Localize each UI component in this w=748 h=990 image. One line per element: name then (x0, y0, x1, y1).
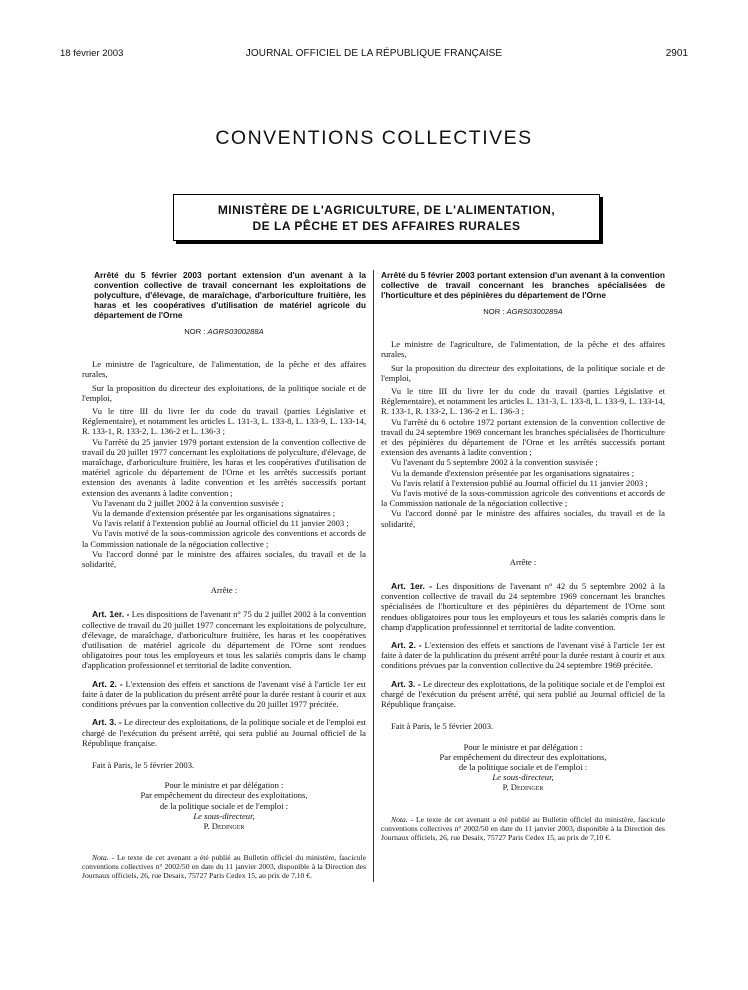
left-visa-1: Le ministre de l'agriculture, de l'alimentation, de la pêche et des affaires rurales, (82, 359, 366, 380)
right-nota (381, 815, 665, 842)
right-arrete-column (381, 270, 665, 842)
right-nor-reference (381, 307, 665, 317)
left-article-1-label: Art. 1er. - (92, 609, 130, 620)
left-fait-a-paris: Fait à Paris, le 5 février 2003. (92, 759, 195, 770)
ministry-heading-box (173, 194, 600, 241)
left-nor-label: NOR : (184, 327, 206, 336)
right-visa-3: Vu le titre III du livre Ier du code du travail (parties Législative et Réglementaire), et notamment les articles L. 131-3, L. 133-8, L. 133-9, L. 133-14, R. 133-1, R. 133-2, L. 136-2 et L. 136-3 ; (381, 386, 665, 417)
right-article-3-text: Le directeur des exploitations, de la politique sociale et de l'emploi est chargé de l'exécution du présent arrêté, qui sera publié au Journal officiel de la République française. (381, 678, 666, 710)
left-visa-4: Vu l'arrêté du 25 janvier 1979 portant extension de la convention collective de travail du 20 juillet 1977 concernant les exploitations de polyculture, d'élevage, de maraîchage, d'arboriculture fruitière, les haras et les coopératives d'utilisation de matériel agricole du département de l'Orne et les arrêtés successifs portant extension des avenants à ladite convention et les arrêtés successifs portant extension des avenants à ladite convention ; (82, 436, 366, 498)
right-sign-line-1: Pour le ministre et par délégation : (463, 741, 583, 752)
right-arrete-title: Arrêté du 5 février 2003 portant extension d'un avenant à la convention collective de travail concernant les branches spécialisées de l'horticulture et des pépinières du département de l'Orne (381, 270, 665, 300)
left-sign-name: P. Dedinger (203, 820, 245, 831)
left-sign-line-3: de la politique sociale et de l'emploi : (159, 800, 289, 811)
left-sign-title: Le sous-directeur, (193, 810, 255, 821)
ministry-line-2: DE LA PÊCHE ET DES AFFAIRES RURALES (252, 219, 521, 233)
left-article-2-label: Art. 2. - (92, 678, 123, 689)
left-visa-9: Vu l'accord donné par le ministre des affaires sociales, du travail et de la solidarité, (82, 548, 366, 570)
left-arrete-column (82, 270, 366, 880)
right-nor-label: NOR : (483, 307, 505, 316)
right-arrete-word: Arrête : (509, 556, 537, 567)
left-arrete-title: Arrêté du 5 février 2003 portant extension d'un avenant à la convention collective de travail concernant les exploitations de polyculture, d'élevage, de maraîchage, d'arboriculture fruitière, les haras et les coopératives d'utilisation de matériel agricole du département de l'Orne (94, 270, 366, 320)
right-nota-label: Nota. - (391, 814, 414, 824)
left-nota (82, 853, 366, 880)
left-visa-7: Vu l'avis relatif à l'extension publié au Journal officiel du 11 janvier 2003 ; (92, 518, 349, 529)
left-visa-5: Vu l'avenant du 2 juillet 2002 à la convention susvisée ; (92, 497, 284, 508)
left-nota-text: Le texte de cet avenant a été publié au Bulletin officiel du ministère, fascicule conventions collectives n° 2002/50 en date du 11 janvier 2003, disponible à la Direction des Journaux officiels, 26, rue Desaix, 75727 Paris Cedex 15, au prix de 7,10 €. (82, 853, 366, 881)
right-visa-9: Vu l'accord donné par le ministre des affaires sociales, du travail et de la solidarité, (381, 508, 665, 529)
ministry-line-1: MINISTÈRE DE L'AGRICULTURE, DE L'ALIMENTATION, (217, 203, 556, 217)
page-header (60, 48, 688, 62)
left-sign-line-1: Pour le ministre et par délégation : (164, 780, 284, 791)
right-article-2-label: Art. 2. - (391, 640, 422, 651)
right-signature-block (381, 742, 665, 793)
right-visa-8: Vu l'avis motivé de la sous-commission agricole des conventions et accords de la Commission nationale de la négociation collective ; (381, 488, 665, 509)
left-visa-8: Vu l'avis motivé de la sous-commission agricole des conventions et accords de la Commission nationale de la négociation collective ; (82, 528, 366, 549)
left-arrete-word: Arrête : (210, 585, 238, 596)
column-divider (373, 270, 374, 882)
section-title: CONVENTIONS COLLECTIVES (215, 127, 533, 149)
right-article-3 (381, 679, 665, 710)
left-article-2 (82, 679, 366, 710)
right-nota-text: Le texte de cet avenant a été publié au Bulletin officiel du ministère, fascicule conventions collectives n° 2002/50 en date du 11 janvier 2003, disponible à la Direction des Journaux officiels, 26, rue Desaix, 75727 Paris Cedex 15, au prix de 7,10 €. (381, 814, 665, 842)
left-visa-2: Sur la proposition du directeur des exploitations, de la politique sociale et de l'emploi, (82, 382, 366, 403)
left-nota-label: Nota. - (92, 853, 115, 863)
right-article-1 (381, 581, 665, 632)
right-article-1-text: Les dispositions de l'avenant n° 42 du 5 septembre 2002 à la convention collective de travail du 24 septembre 1969 concernant les branches spécialisées de l'horticulture et des pépinières du département de l'Orne sont rendues obligatoires pour tous les employeurs et tous les salariés compris dans le champ d'application professionnel et territorial de ladite convention. (381, 581, 665, 632)
right-article-2 (381, 640, 665, 671)
left-article-2-text: L'extension des effets et sanctions de l'avenant visé à l'article 1er est faite à dater de la publication du présent arrêté pour la durée restant à courir et aux conditions prévues par la convention collective du 20 juillet 1977 précitée. (82, 678, 366, 710)
right-sign-title: Le sous-directeur, (492, 772, 554, 783)
left-article-3 (82, 717, 366, 748)
right-visa-2: Sur la proposition du directeur des exploitations, de la politique sociale et de l'emploi, (381, 362, 665, 383)
right-sign-line-2: Par empêchement du directeur des exploitations, (439, 751, 607, 762)
header-journal-title: JOURNAL OFFICIEL DE LA RÉPUBLIQUE FRANÇAISE (245, 48, 503, 59)
left-visa-6: Vu la demande d'extension présentée par les organisations signataires ; (92, 508, 336, 519)
right-visa-7: Vu l'avis relatif à l'extension publié au Journal officiel du 11 janvier 2003 ; (391, 477, 648, 488)
left-nor-reference (82, 327, 366, 337)
right-visa-5: Vu l'avenant du 5 septembre 2002 à la convention susvisée ; (391, 457, 598, 468)
right-fait-a-paris: Fait à Paris, le 5 février 2003. (391, 721, 494, 732)
right-article-3-label: Art. 3. - (391, 678, 421, 689)
header-date: 18 février 2003 (60, 48, 124, 59)
left-signature-block (82, 780, 366, 831)
right-sign-line-3: de la politique sociale et de l'emploi : (458, 761, 588, 772)
left-visa-3: Vu le titre III du livre Ier du code du travail (parties Législative et Réglementaire), et notamment les articles L. 131-3, L. 133-8, L. 133-9, L. 133-14, R. 133-1, R. 133-2, L. 136-2 et L. 136-3 ; (82, 406, 366, 437)
left-sign-line-2: Par empêchement du directeur des exploitations, (140, 790, 308, 801)
right-sign-name: P. Dedinger (502, 782, 544, 793)
left-article-1 (82, 609, 366, 670)
right-visa-1: Le ministre de l'agriculture, de l'alimentation, de la pêche et des affaires rurales, (381, 339, 665, 360)
right-article-2-text: L'extension des effets et sanctions de l'avenant visé à l'article 1er est faite à dater de la publication du présent arrêté pour la durée restant à courir et aux conditions prévues par la convention collective du 24 septembre 1969 précitée. (381, 640, 665, 671)
right-visa-4: Vu l'arrêté du 6 octobre 1972 portant extension de la convention collective de travail du 24 septembre 1969 concernant les branches spécialisées de l'horticulture et des pépinières du département de l'Orne et les arrêtés successifs portant extension des avenants à ladite convention ; (381, 416, 665, 458)
right-visa-6: Vu la demande d'extension présentée par les organisations signataires ; (391, 467, 635, 478)
right-nor-code: AGRS0300289A (506, 307, 563, 316)
left-article-1-text: Les dispositions de l'avenant n° 75 du 2 juillet 2002 à la convention collective de travail du 20 juillet 1977 concernant les exploitations de polyculture, d'élevage, de maraîchage, d'arboriculture fruitière, les haras et les coopératives d'utilisation de matériel agricole du département de l'Orne sont rendues obligatoires pour tous les employeurs et tous les salariés compris dans le champ d'application professionnel et territorial de ladite convention. (82, 609, 366, 671)
left-article-3-text: Le directeur des exploitations, de la politique sociale et de l'emploi est chargé de l'exécution du présent arrêté, qui sera publié au Journal officiel de la République française. (82, 717, 367, 748)
left-nor-code: AGRS0300288A (207, 327, 264, 336)
left-article-3-label: Art. 3. - (92, 717, 122, 728)
header-page-number: 2901 (665, 48, 688, 59)
right-article-1-label: Art. 1er. - (391, 581, 433, 592)
